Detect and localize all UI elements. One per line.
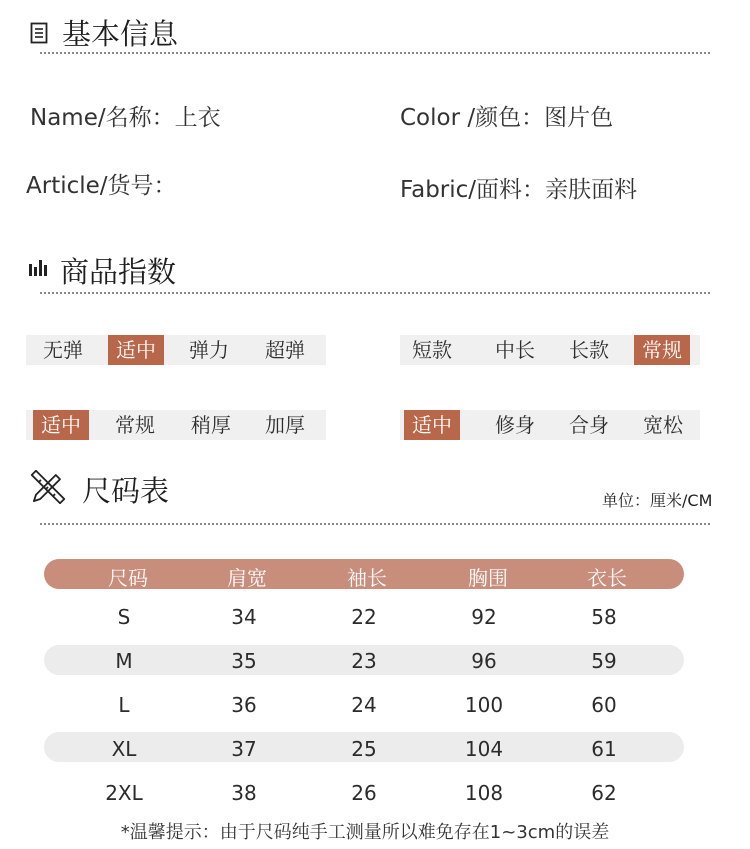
table-cell: 34 (231, 605, 257, 629)
bar-chart-icon (28, 258, 48, 276)
option-elasticity-stretch: 弹力 (189, 338, 229, 362)
table-cell: 60 (591, 693, 617, 717)
table-cell: 108 (464, 781, 504, 805)
article-row (26, 167, 177, 200)
option-fit-slim: 修身 (495, 413, 535, 437)
size-chart-title: 尺码表 (82, 474, 170, 508)
table-cell: 36 (231, 693, 257, 717)
option-thickness-thick: 加厚 (265, 413, 305, 437)
table-cell: 96 (471, 649, 497, 673)
length-options (400, 335, 700, 365)
table-cell: 2XL (105, 781, 143, 805)
header-size: 尺码 (108, 566, 148, 590)
table-cell: 92 (471, 605, 497, 629)
option-length-mid: 中长 (495, 338, 535, 362)
size-note: *温馨提示：由于尺码纯手工测量所以难免存在1~3cm的误差 (120, 822, 610, 843)
table-cell: 25 (351, 737, 377, 761)
option-fit-regular: 合身 (569, 413, 609, 437)
elasticity-options (26, 335, 326, 365)
table-cell: 62 (591, 781, 617, 805)
header-shoulder: 肩宽 (227, 566, 267, 590)
table-cell: 59 (591, 649, 617, 673)
document-icon (30, 22, 48, 44)
option-fit-loose: 宽松 (643, 413, 683, 437)
color-value: 图片色 (544, 105, 614, 131)
fabric-value: 亲肤面料 (545, 177, 638, 203)
option-elasticity-none: 无弹 (43, 338, 83, 362)
table-cell: 35 (231, 649, 257, 673)
table-cell: 24 (351, 693, 377, 717)
article-label: Article/货号： (26, 173, 177, 199)
fabric-label: Fabric/面料： (400, 177, 546, 203)
unit-label: 单位：厘米/CM (602, 491, 713, 510)
table-cell: 61 (591, 737, 617, 761)
option-thickness-thicker: 稍厚 (191, 413, 231, 437)
option-fit-medium: 适中 (404, 410, 460, 440)
divider (40, 52, 710, 54)
basic-info-title: 基本信息 (62, 17, 179, 51)
table-cell: XL (111, 737, 137, 761)
fit-options (400, 410, 700, 440)
table-cell: S (117, 605, 131, 629)
name-value: 上衣 (174, 105, 221, 131)
table-cell: 23 (351, 649, 377, 673)
name-label: Name/名称： (30, 105, 175, 131)
divider (40, 292, 710, 294)
table-cell: 26 (351, 781, 377, 805)
table-cell: 104 (464, 737, 504, 761)
option-length-long: 长款 (569, 338, 609, 362)
index-title: 商品指数 (60, 255, 177, 289)
thickness-options (26, 410, 326, 440)
color-label: Color /颜色： (400, 105, 545, 131)
option-elasticity-super: 超弹 (265, 338, 305, 362)
table-cell: L (118, 693, 130, 717)
table-cell: 100 (464, 693, 504, 717)
table-cell: 22 (351, 605, 377, 629)
divider (40, 523, 710, 525)
header-chest: 胸围 (468, 566, 508, 590)
color-row (400, 99, 613, 132)
table-cell: M (115, 649, 133, 673)
table-cell: 38 (231, 781, 257, 805)
table-cell: 37 (231, 737, 257, 761)
option-length-regular: 常规 (634, 335, 690, 365)
name-row (30, 99, 221, 132)
header-sleeve: 袖长 (347, 566, 387, 590)
option-thickness-medium: 适中 (33, 410, 89, 440)
table-cell: 58 (591, 605, 617, 629)
option-elasticity-medium: 适中 (108, 335, 164, 365)
fabric-row (400, 171, 637, 204)
header-length: 衣长 (587, 566, 627, 590)
ruler-pencil-icon (30, 470, 66, 504)
option-length-short: 短款 (412, 338, 452, 362)
option-thickness-regular: 常规 (115, 413, 155, 437)
